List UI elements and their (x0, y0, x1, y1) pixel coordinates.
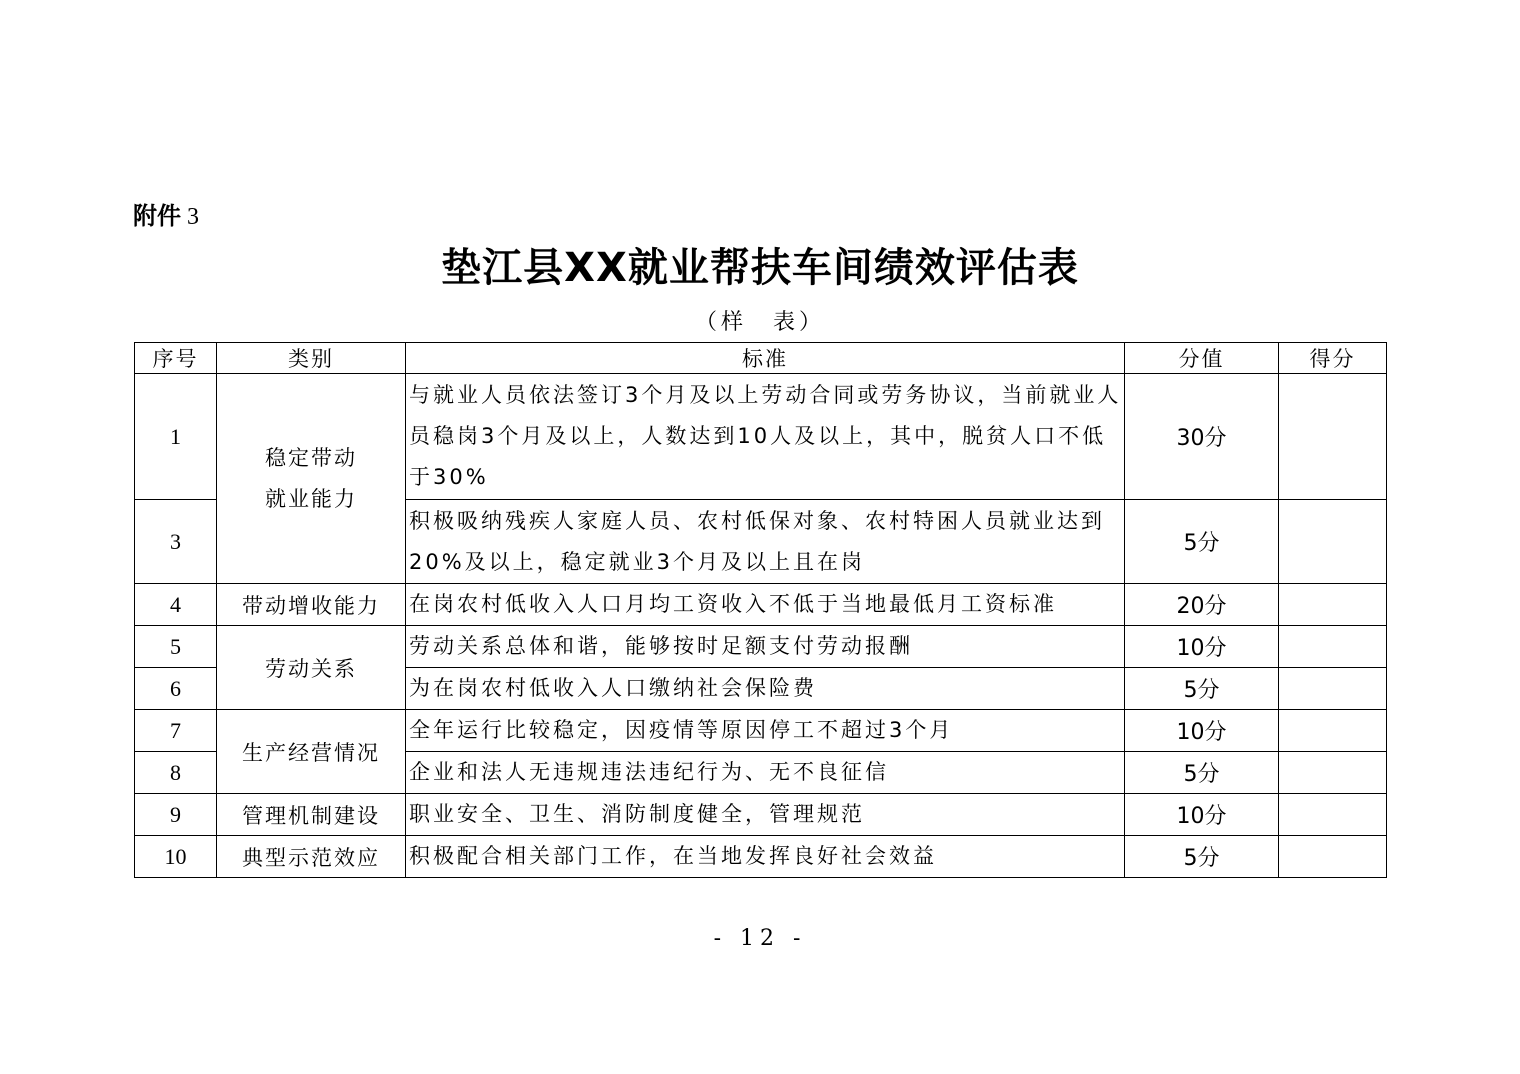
row-score (1279, 794, 1387, 836)
row-seq: 4 (135, 584, 217, 626)
document-subtitle: （样 表） (694, 310, 825, 335)
header-category: 类别 (217, 343, 406, 374)
page-number: - 12 - (713, 926, 807, 951)
row-value: 20分 (1125, 584, 1279, 626)
row-seq: 10 (135, 836, 217, 878)
row-standard: 为在岗农村低收入人口缴纳社会保险费 (406, 668, 1125, 710)
row-seq: 3 (135, 500, 217, 584)
table-row (135, 836, 1387, 878)
row-standard: 劳动关系总体和谐，能够按时足额支付劳动报酬 (406, 626, 1125, 668)
row-standard: 在岗农村低收入人口月均工资收入不低于当地最低月工资标准 (406, 584, 1125, 626)
row-value: 5分 (1125, 668, 1279, 710)
row-seq: 9 (135, 794, 217, 836)
row-value: 10分 (1125, 794, 1279, 836)
row-seq: 8 (135, 752, 217, 794)
row-score (1279, 668, 1387, 710)
table-header-row (135, 343, 1387, 374)
row-standard: 积极吸纳残疾人家庭人员、农村低保对象、农村特困人员就业达到20%及以上，稳定就业3个月及以上且在岗 (406, 500, 1125, 584)
header-standard: 标准 (406, 343, 1125, 374)
row-score (1279, 584, 1387, 626)
row-score (1279, 374, 1387, 500)
attachment-text: 附件 (133, 202, 181, 230)
row-score (1279, 710, 1387, 752)
attachment-number: 3 (187, 204, 199, 230)
row-value: 5分 (1125, 836, 1279, 878)
row-value: 30分 (1125, 374, 1279, 500)
header-seq: 序号 (135, 343, 217, 374)
row-seq: 5 (135, 626, 217, 668)
category-stable-employment: 稳定带动 就业能力 (217, 374, 406, 584)
document-title: 垫江县XX就业帮扶车间绩效评估表 (441, 245, 1079, 291)
row-score (1279, 752, 1387, 794)
row-standard: 积极配合相关部门工作，在当地发挥良好社会效益 (406, 836, 1125, 878)
row-category: 典型示范效应 (217, 836, 406, 878)
evaluation-table (134, 342, 1387, 878)
table-row (135, 710, 1387, 752)
category-labor-relations: 劳动关系 (217, 626, 406, 710)
row-category: 带动增收能力 (217, 584, 406, 626)
table-row (135, 374, 1387, 500)
row-category: 管理机制建设 (217, 794, 406, 836)
header-value: 分值 (1125, 343, 1279, 374)
row-score (1279, 626, 1387, 668)
table-row (135, 584, 1387, 626)
row-score (1279, 500, 1387, 584)
row-standard: 与就业人员依法签订3个月及以上劳动合同或劳务协议，当前就业人员稳岗3个月及以上，人数达到10人及以上，其中，脱贫人口不低于30% (406, 374, 1125, 500)
row-value: 10分 (1125, 626, 1279, 668)
category-production: 生产经营情况 (217, 710, 406, 794)
row-seq: 1 (135, 374, 217, 500)
row-score (1279, 836, 1387, 878)
row-value: 10分 (1125, 710, 1279, 752)
row-standard: 全年运行比较稳定，因疫情等原因停工不超过3个月 (406, 710, 1125, 752)
row-standard: 职业安全、卫生、消防制度健全，管理规范 (406, 794, 1125, 836)
table-row (135, 626, 1387, 668)
row-value: 5分 (1125, 752, 1279, 794)
row-seq: 7 (135, 710, 217, 752)
table-row (135, 794, 1387, 836)
header-score: 得分 (1279, 343, 1387, 374)
attachment-label (133, 196, 199, 231)
row-value: 5分 (1125, 500, 1279, 584)
row-standard: 企业和法人无违规违法违纪行为、无不良征信 (406, 752, 1125, 794)
row-seq: 6 (135, 668, 217, 710)
